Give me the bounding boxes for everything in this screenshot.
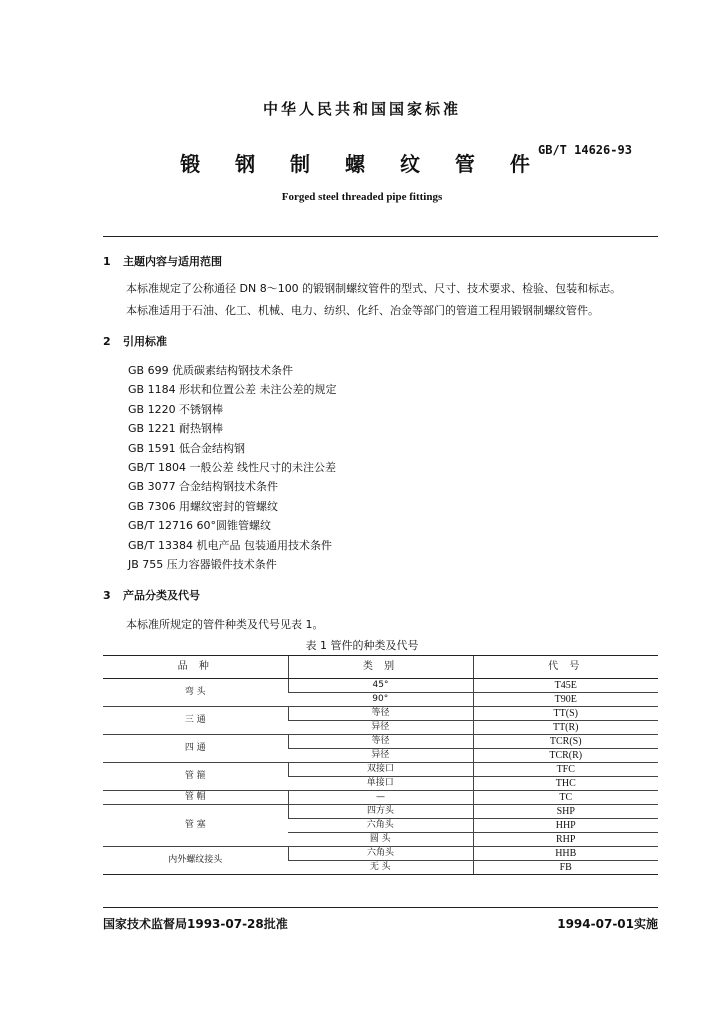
code-cell: T45E <box>473 679 658 693</box>
reference-item: GB/T 1804 一般公差 线性尺寸的未注公差 <box>128 461 336 474</box>
variety-cell: 三 通 <box>103 707 288 735</box>
variety-cell: 四 通 <box>103 735 288 763</box>
english-title: Forged steel threaded pipe fittings <box>281 191 443 203</box>
category-cell: 无 头 <box>288 861 473 875</box>
code-cell: TT(S) <box>473 707 658 721</box>
category-cell: 异径 <box>288 721 473 735</box>
table-row <box>103 735 658 749</box>
code-cell: TCR(S) <box>473 735 658 749</box>
code-cell: T90E <box>473 693 658 707</box>
variety-cell: 内外螺纹接头 <box>103 847 288 875</box>
issuing-organization: 中华人民共和国国家标准 <box>262 100 461 118</box>
table-row <box>103 805 658 819</box>
code-cell: SHP <box>473 805 658 819</box>
reference-item: GB/T 13384 机电产品 包装通用技术条件 <box>128 539 332 552</box>
footer-rule <box>103 907 658 908</box>
code-cell: TFC <box>473 763 658 777</box>
code-cell: TC <box>473 791 658 805</box>
code-cell: FB <box>473 861 658 875</box>
reference-item: JB 755 压力容器锻件技术条件 <box>128 558 277 571</box>
section-1-number: 1 <box>103 255 111 268</box>
category-cell: 等径 <box>288 735 473 749</box>
reference-item: GB 699 优质碳素结构钢技术条件 <box>128 364 294 377</box>
reference-item: GB 3077 合金结构钢技术条件 <box>128 480 279 493</box>
document-title: 锻 钢 制 螺 纹 管 件 <box>180 152 544 176</box>
category-cell: 双接口 <box>288 763 473 777</box>
category-cell: 90° <box>288 693 473 707</box>
code-cell: TT(R) <box>473 721 658 735</box>
variety-cell: 管 塞 <box>103 805 288 847</box>
variety-cell: 管 帽 <box>103 791 288 805</box>
reference-item: GB 7306 用螺纹密封的管螺纹 <box>128 500 279 513</box>
category-cell: 单接口 <box>288 777 473 791</box>
section-2-title: 引用标准 <box>123 335 167 348</box>
section-1-paragraph-2: 本标准适用于石油、化工、机械、电力、纺织、化纤、冶金等部门的管道工程用锻钢制螺纹管件。 <box>126 304 599 317</box>
section-1-paragraph-1: 本标准规定了公称通径 DN 8～100 的锻钢制螺纹管件的型式、尺寸、技术要求、检验、包装和标志。 <box>126 282 622 295</box>
reference-item: GB/T 12716 60°圆锥管螺纹 <box>128 519 271 532</box>
table-row <box>103 707 658 721</box>
code-cell: TCR(R) <box>473 749 658 763</box>
table-row <box>103 763 658 777</box>
reference-item: GB 1221 耐热钢棒 <box>128 422 224 435</box>
section-1-title: 主题内容与适用范围 <box>123 255 222 268</box>
category-cell: — <box>288 791 473 805</box>
code-cell: THC <box>473 777 658 791</box>
reference-item: GB 1591 低合金结构钢 <box>128 442 246 455</box>
table-row <box>103 791 658 805</box>
table-caption: 表 1 管件的种类及代号 <box>305 639 419 652</box>
code-cell: RHP <box>473 833 658 847</box>
category-cell: 圆 头 <box>288 833 473 847</box>
code-cell: HHB <box>473 847 658 861</box>
header-category: 类 别 <box>288 656 473 679</box>
standard-code: GB/T 14626-93 <box>538 143 632 157</box>
section-3-number: 3 <box>103 589 111 602</box>
category-cell: 45° <box>288 679 473 693</box>
section-3-heading <box>103 587 200 603</box>
table-header-row <box>103 656 658 679</box>
category-cell: 四方头 <box>288 805 473 819</box>
header-rule <box>103 236 658 237</box>
variety-cell: 管 箍 <box>103 763 288 791</box>
fittings-table <box>103 655 658 875</box>
category-cell: 六角头 <box>288 847 473 861</box>
section-2-heading <box>103 333 167 349</box>
reference-item: GB 1220 不锈钢棒 <box>128 403 224 416</box>
variety-cell: 弯 头 <box>103 679 288 707</box>
category-cell: 等径 <box>288 707 473 721</box>
category-cell: 异径 <box>288 749 473 763</box>
header-code: 代 号 <box>473 656 658 679</box>
table-row <box>103 847 658 861</box>
section-3-title: 产品分类及代号 <box>123 589 200 602</box>
code-cell: HHP <box>473 819 658 833</box>
header-variety: 品 种 <box>103 656 288 679</box>
effective-date: 1994-07-01实施 <box>557 917 658 931</box>
category-cell: 六角头 <box>288 819 473 833</box>
reference-item: GB 1184 形状和位置公差 未注公差的规定 <box>128 383 337 396</box>
approval-date: 国家技术监督局1993-07-28批准 <box>103 917 288 931</box>
section-2-number: 2 <box>103 335 111 348</box>
table-row <box>103 679 658 693</box>
section-3-paragraph-1: 本标准所规定的管件种类及代号见表 1。 <box>126 618 324 631</box>
section-1-heading <box>103 253 222 269</box>
